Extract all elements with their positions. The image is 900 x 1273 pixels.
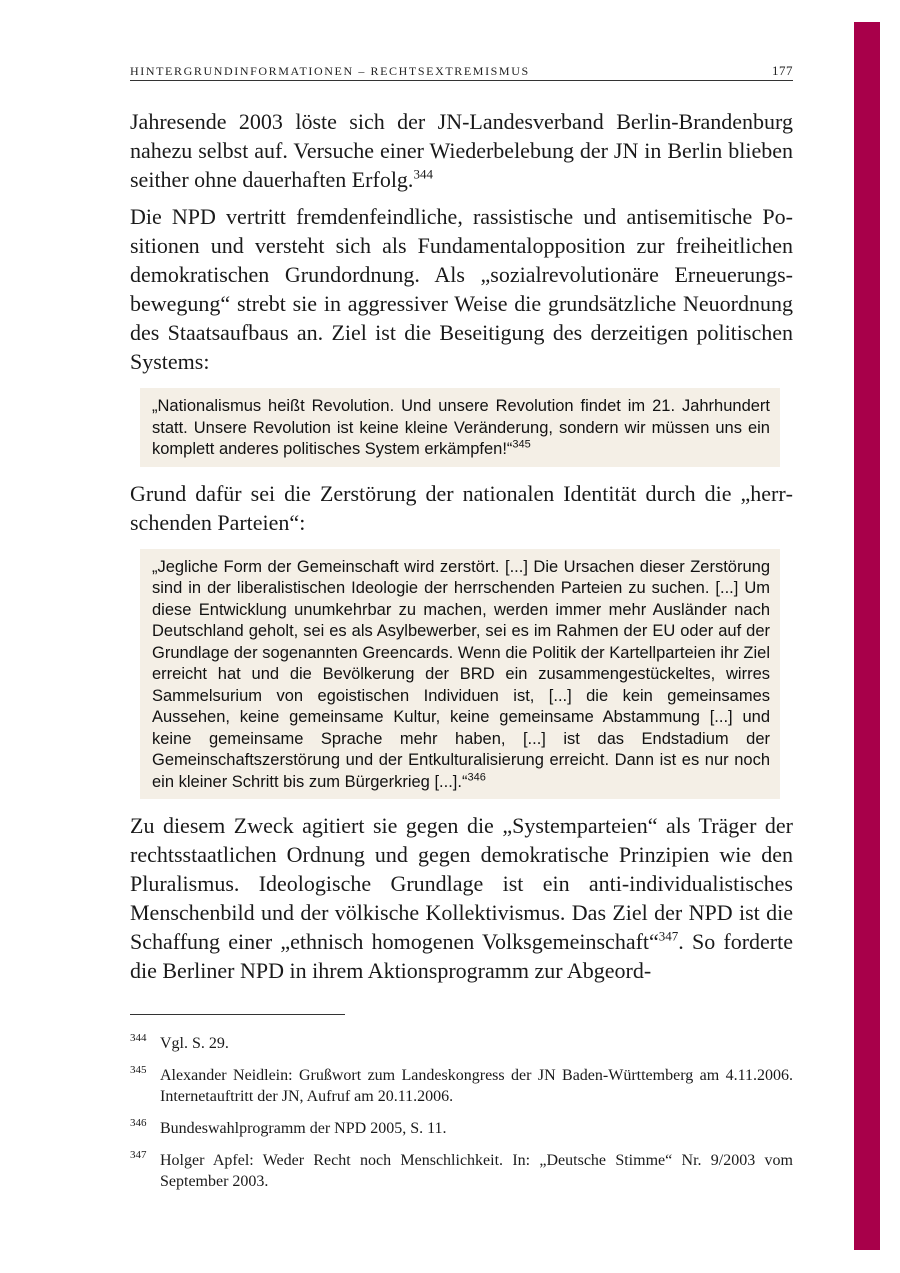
paragraph-4	[130, 811, 793, 985]
footnote-344	[130, 1033, 793, 1054]
paragraph-3: Grund dafür sei die Zerstörung der nationalen Identität durch die „herrschenden Parteien“:	[130, 480, 793, 535]
footnote-345	[130, 1065, 793, 1107]
footnote-ref-344[interactable]: 344	[413, 166, 433, 182]
block-quote-2	[140, 549, 780, 800]
footnote-text: Vgl. S. 29.	[160, 1035, 229, 1052]
block-quote-2-text: „Jegliche Form der Gemeinschaft wird zerstört. [...] Die Ursachen dieser Zerstörung sind in der liberalistischen Ideologie der herrschenden Parteien zu suchen. [...] Um diese Entwicklung unumkehrbar zu machen, werden immer mehr Ausländer nach Deutschland geholt, sei es als Asylbewerber, sei es im Rahmen der EU oder auf der Grundlage der sogenannten Greencards. Wenn die Politik der Kartellparteien ihr Ziel erreicht hat und die Bevölkerung der BRD ein zusammengestückeltes, wirres Sammelsurium von egoistischen Individuen ist, [...] die kein gemeinsames Aussehen, keine gemeinsame Kultur, keine gemeinsame Abstammung [...] und keine gemeinsame Sprache mehr haben, [...] ist das Endstadium der Gemeinschaftszerstörung und der Entkulturalisierung erreicht. Dann ist es nur noch ein kleiner Schritt bis zum Bürgerkrieg [...].“	[152, 557, 770, 791]
footnote-ref-345[interactable]: 345	[512, 438, 531, 451]
main-text	[130, 107, 793, 993]
paragraph-1	[130, 107, 793, 194]
footnote-number: 344	[130, 1032, 147, 1044]
footnote-text: Holger Apfel: Weder Recht noch Menschlichkeit. In: „Deutsche Stimme“ Nr. 9/2003 vom September 2003.	[160, 1152, 793, 1190]
page-number: 177	[772, 63, 793, 78]
paragraph-2: Die NPD vertritt fremdenfeindliche, rassistische und antisemitische Positionen und versteht sich als Fundamentalopposition zur freiheitlichen demokratischen Grundordnung. Als „sozialrevolutionäre Erneuerungsbewegung“ strebt sie in aggressiver Weise die grundsätzliche Neuordnung des Staatsaufbaus an. Ziel ist die Beseitigung des derzeitigen politischen Systems:	[130, 204, 793, 374]
running-header	[130, 62, 793, 81]
footnote-ref-346[interactable]: 346	[467, 771, 486, 783]
footnote-text: Bundeswahlprogramm der NPD 2005, S. 11.	[160, 1120, 447, 1137]
footnote-346	[130, 1118, 793, 1139]
footnote-separator	[130, 1014, 345, 1015]
footnote-number: 345	[130, 1064, 147, 1076]
footnote-number: 346	[130, 1117, 147, 1129]
footnote-347	[130, 1150, 793, 1192]
running-header-title: HINTERGRUNDINFORMATIONEN – RECHTSEXTREMISMUS	[130, 64, 530, 78]
footnotes	[130, 1033, 793, 1203]
footnote-number: 347	[130, 1149, 147, 1161]
block-quote-1	[140, 388, 780, 467]
footnote-text: Alexander Neidlein: Grußwort zum Landeskongress der JN Baden-Württemberg am 4.11.2006. Internetauftritt der JN, Aufruf am 20.11.2006.	[160, 1067, 793, 1105]
block-quote-1-text: „Nationalismus heißt Revolution. Und unsere Revolution findet im 21. Jahrhundert statt. Unsere Revolution ist keine kleine Veränderung, sondern wir müssen uns ein komplett anderes politisches System erkämpfen!“	[152, 397, 770, 458]
paragraph-4-text-a: Zu diesem Zweck agitiert sie gegen die „Systemparteien“ als Träger der rechtsstaatlichen Ordnung und gegen demokratische Prinzipien wie den Pluralismus. Ideologische Grundlage ist ein anti-individualistisches Menschenbild und der völkische Kollektivismus. Das Ziel der NPD ist die Schaffung einer „ethnisch homogenen Volksgemeinschaft“	[130, 813, 793, 954]
footnote-ref-347[interactable]: 347	[658, 928, 679, 944]
section-color-bar	[854, 22, 880, 1250]
paragraph-4-text-b: . So forderte die Berliner NPD in ihrem Aktionsprogramm zur Abgeord-	[130, 929, 794, 983]
paragraph-1-text: Jahresende 2003 löste sich der JN-Landesverband Berlin-Brandenburg nahezu selbst auf. Versuche einer Wiederbelebung der JN in Berlin blieben seither ohne dauerhaften Erfolg.	[130, 109, 793, 192]
